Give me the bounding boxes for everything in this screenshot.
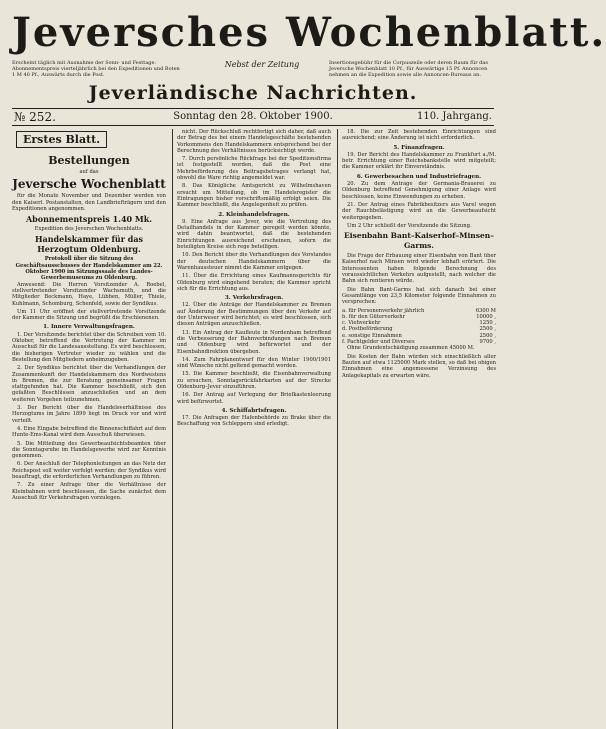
protocol-heading: Protokoll über die Sitzung des Geschäftsausschusses der Handelskammer am 22. Oktober 1900 im Sitzungssaale des Landes-Gewerbemuseums zu Oldenburg. xyxy=(15,256,163,282)
volume-number: 110. Jahrgang. xyxy=(416,111,492,122)
paragraph: 21. Der Antrag eines Fabrikbesitzers aus Varel wegen der Rauchbelästigung wird an die Gewerbeaufsicht weitergegeben. xyxy=(342,201,496,221)
column-divider xyxy=(337,129,338,729)
paragraph: 16. Der Antrag auf Verlegung der Briefkastenleerung wird befürwortet. xyxy=(177,392,331,405)
section-heading: 6. Gewerbesachen und Industriefragen. xyxy=(356,173,482,180)
revenue-total: Ohne Grundentschädigung zusammen 45000 M. xyxy=(347,345,475,352)
order-text: für die Monate November und Dezember werden von den Kaiserl. Postanstalten, den Landbriefträgern und den Expeditionen angenommen. xyxy=(12,193,166,212)
paragraph: 10. Den Bericht über die Verhandlungen des Vorstandes der deutschen Handelskammern über die Warenhaussteuer nimmt die Kammer entgegen. xyxy=(177,252,331,271)
paragraph: 7. Zu einer Anfrage über die Verhältnisse der Kleinbahnen wird beschlossen, die Sache zunächst dem Ausschuß für Verkehrsfragen vorzulegen. xyxy=(12,482,166,501)
issue-date: Sonntag den 28. Oktober 1900. xyxy=(173,111,333,122)
dateline xyxy=(12,108,494,126)
section-heading: 3. Verkehrsfragen. xyxy=(224,295,284,302)
paragraph: 19. Der Bericht des Handelskammer zu Frankfurt a./M. betr. Errichtung einer Reichsbankstelle wird mitgeteilt; die Kammer erklärt ihr Einverständnis. xyxy=(342,151,496,171)
supplement-notice: Nebst der Zeitung xyxy=(224,60,300,69)
paragraph: 12. Über die Anträge der Handelskammer zu Bremen auf Änderung der Bestimmungen über den Verkehr auf der Unterweser wird berichtet; es wird beschlossen, sich diesen Anträgen anzuschließen. xyxy=(177,302,331,328)
masthead-title: Jeversches Wochenblatt. xyxy=(12,9,606,56)
paragraph: 5. Die Mitteilung des Gewerbeaufsichtsbeamten über die Sonntagsruhe im Handelsgewerbe wird zur Kenntnis genommen. xyxy=(12,440,166,460)
subscription-price: Abonnementspreis 1.40 Mk. xyxy=(25,214,153,225)
paragraph: 2. Der Syndikus berichtet über die Verhandlungen der Zusammenkunft der Handelskammern des Nordwestens in Bremen, die zur Beratung gemeinsamer Fragen stattgefunden hat. Die Kammer beschließt, sich den gefaßten Beschlüssen anzuschließen und an dem weiteren Vorgehen teilzunehmen. xyxy=(12,365,166,403)
paragraph: 3. Der Bericht über die Handelsverhältnisse des Herzogtums im Jahre 1899 liegt im Druck vor und wird verteilt. xyxy=(12,405,166,424)
paragraph: Die Kosten der Bahn würden sich einschließlich aller Bauten auf etwa 1125000 Mark stellen, so daß bei obigen Einnahmen eine angemessene Verzinsung des Anlagekapitals zu erwarten wäre. xyxy=(342,353,496,379)
column-2 xyxy=(177,129,331,729)
revenue-label: e. sonstige Einnahmen xyxy=(342,332,402,339)
paragraph: 6. Der Anschluß der Telephonleitungen an das Netz der Reichspost soll weiter verfolgt werden; der Syndikus wird beauftragt, die erforderlichen Verhandlungen zu führen. xyxy=(12,461,166,480)
paragraph: Die Bahn Bant-Garms hat sich danach bei einer Gesamtlänge von 23,5 Kilometer folgende Einnahmen zu versprechen: xyxy=(342,286,496,306)
column-1 xyxy=(12,129,166,729)
paragraph: Anwesend: Die Herren Vorsitzender A. Roebel, stellvertretender Vorsitzender Wachsmuth, und die Mitglieder Beckmann, Haye, Lübben, Müller, Thiele, Kuhlmann, Schomburg, Schenfeld, sowie der Syndikus. xyxy=(12,281,166,307)
masthead-notices xyxy=(12,60,494,100)
revenue-table xyxy=(342,308,496,346)
section-heading: 4. Schiffahrtsfragen. xyxy=(221,407,287,414)
paragraph: 20. Zu dem Antrage der Germania-Brauerei zu Oldenburg betreffend Genehmigung einer Anlage wird beschlossen, keine Einwendungen zu erheben. xyxy=(342,181,496,200)
revenue-value: 2500 , xyxy=(479,332,496,339)
revenue-label: c. Viehverkehr xyxy=(342,320,381,327)
revenue-value: 2500 , xyxy=(479,326,496,333)
paragraph: 8. Das Königliche Amtsgericht zu Wilhelmshaven ersucht um Mitteilung, ob im Handelsregister die Eintragungen bisher vorschriftsmäßig erfolgt seien. Die Kammer beschließt, die Angelegenheit zu prüfen. xyxy=(177,183,331,209)
article-columns xyxy=(12,129,494,729)
revenue-row xyxy=(342,339,496,345)
revenue-label: d. Postbeförderung xyxy=(342,326,393,333)
paragraph: Die Frage der Erbauung einer Eisenbahn von Bant über Kaiserhof nach Minsen wird wieder lebhaft erörtert. Die Interessenten haben folgende Berechnung des voraussichtlichen Verkehrs aufgestellt, nach welcher die Bahn sich rentieren würde. xyxy=(342,253,496,285)
chamber-heading: Handelskammer für das Herzogtum Oldenburg. xyxy=(34,234,144,255)
section-heading: 1. Innere Verwaltungsfragen. xyxy=(43,324,135,331)
section-box-title: Erstes Blatt. xyxy=(16,131,107,148)
revenue-value: 9700 , xyxy=(479,339,496,346)
paragraph: 9. Eine Anfrage aus Jever, wie die Vertretung des Detailhandels in der Kammer geregelt werden könnte, wird dahin beantwortet, daß die bestehenden Einrichtungen ausreichend erscheinen, sofern die beteiligten Kreise sich rege beteiligen. xyxy=(177,218,331,251)
revenue-value: 10000 , xyxy=(476,313,496,320)
revenue-value: 6300 M xyxy=(475,307,496,314)
paragraph: 18. Die zur Zeit bestehenden Einrichtungen sind ausreichend; eine Änderung ist nicht erforderlich. xyxy=(342,129,496,142)
paragraph: 15. Die Kammer beschließt, die Eisenbahnverwaltung zu ersuchen, Sonntagsrückfahrkarten auf der Strecke Oldenburg–Jever einzuführen. xyxy=(177,371,331,390)
paragraph: Um 2 Uhr schließt der Vorsitzende die Sitzung. xyxy=(347,222,472,229)
section-heading: 5. Finanzfragen. xyxy=(393,144,445,151)
revenue-value: 1250 , xyxy=(479,320,496,327)
paragraph: 11. Über die Errichtung eines Kaufmannsgerichts für Oldenburg wird eingehend beraten; die Kammer spricht sich für die Errichtung aus. xyxy=(177,273,331,292)
paragraph: 13. Ein Antrag der Kaufleute in Nordenham betreffend die Verbesserung der Bahnverbindungen nach Bremen und Oldenburg wird befürwortet und der Eisenbahndirektion übergeben. xyxy=(177,329,331,355)
masthead-subtitle: Jeverländische Nachrichten. xyxy=(88,82,418,104)
paragraph: 1. Der Vorsitzende berichtet über die Schreiben vom 10. Oktober, betreffend die Vertretung der Kammer im Ausschuß für die Landesausstellung. Es wird beschlossen, die bisherigen Vertreter wieder zu wählen und die Bestellung den Mitgliedern anheimzugeben. xyxy=(12,331,166,363)
advertising-notice: Insertionsgebühr für die Corpuszeile oder deren Raum für das Jeversche Wochenblatt 10 Pf., für Auswärtige 15 Pf. Annoncen nehmen an die Expedition sowie alle Annoncen-Bureaus an. xyxy=(329,60,488,78)
column-3 xyxy=(342,129,496,729)
railway-article-title: Eisenbahn Bant–Kaiserhof–Minsen–Garms. xyxy=(344,231,494,251)
issue-number: № 252. xyxy=(14,110,56,124)
revenue-label: b. für den Güterverkehr xyxy=(342,313,406,320)
section-heading: 2. Kleinhandelsfragen. xyxy=(218,211,290,218)
paragraph: nicht. Der Rückschluß rechtfertigt sich daher, daß auch der Betrag des bei einem Handelsgeschäfte bestehenden Vorkommens den Handelskammern entsprechend bei der Berechnung des Verhältnisses berücksichtigt werde. xyxy=(177,129,331,154)
paragraph: Um 11 Uhr eröffnet der stellvertretende Vorsitzende der Kammer die Sitzung und begrüßt die Erschienenen. xyxy=(12,308,166,322)
revenue-label: a. für Personenverkehr jährlich xyxy=(342,307,425,314)
orders-heading: Bestellungen xyxy=(48,154,130,167)
subscription-notice: Erscheint täglich mit Ausnahme der Sonn- und Festtage. Abonnementspreis vierteljährlich bei den Expeditionen und Boten 1 M 40 Pf., Auswärts durch die Post. xyxy=(12,60,180,78)
paper-name: Jeversche Wochenblatt xyxy=(12,177,166,192)
paragraph: 17. Die Anfragen der Hafenbehörde zu Brake über die Beschaffung von Schleppern sind erledigt. xyxy=(177,415,331,428)
expedition-signature: Expedition des Jeverschen Wochenblatts. xyxy=(34,226,144,233)
paragraph: 4. Eine Eingabe betreffend die Binnenschiffahrt auf dem Hunte-Ems-Kanal wird dem Ausschuß überwiesen. xyxy=(12,425,166,439)
paragraph: 14. Zum Fahrplanentwurf für den Winter 1900/1901 sind Wünsche nicht geltend gemacht worden. xyxy=(177,356,331,370)
orders-connector: auf das xyxy=(79,169,99,175)
revenue-label: f. Pachtgelder und Diverses xyxy=(342,339,415,346)
column-divider xyxy=(172,129,173,729)
paragraph: 7. Durch persönliche Rückfrage bei der Speditionsfirma ist festgestellt worden, daß die Post eine Mehrbeförderung des Beitragsbetrages verlangt hat, obwohl die Ware richtig angemeldet war. xyxy=(177,156,331,182)
